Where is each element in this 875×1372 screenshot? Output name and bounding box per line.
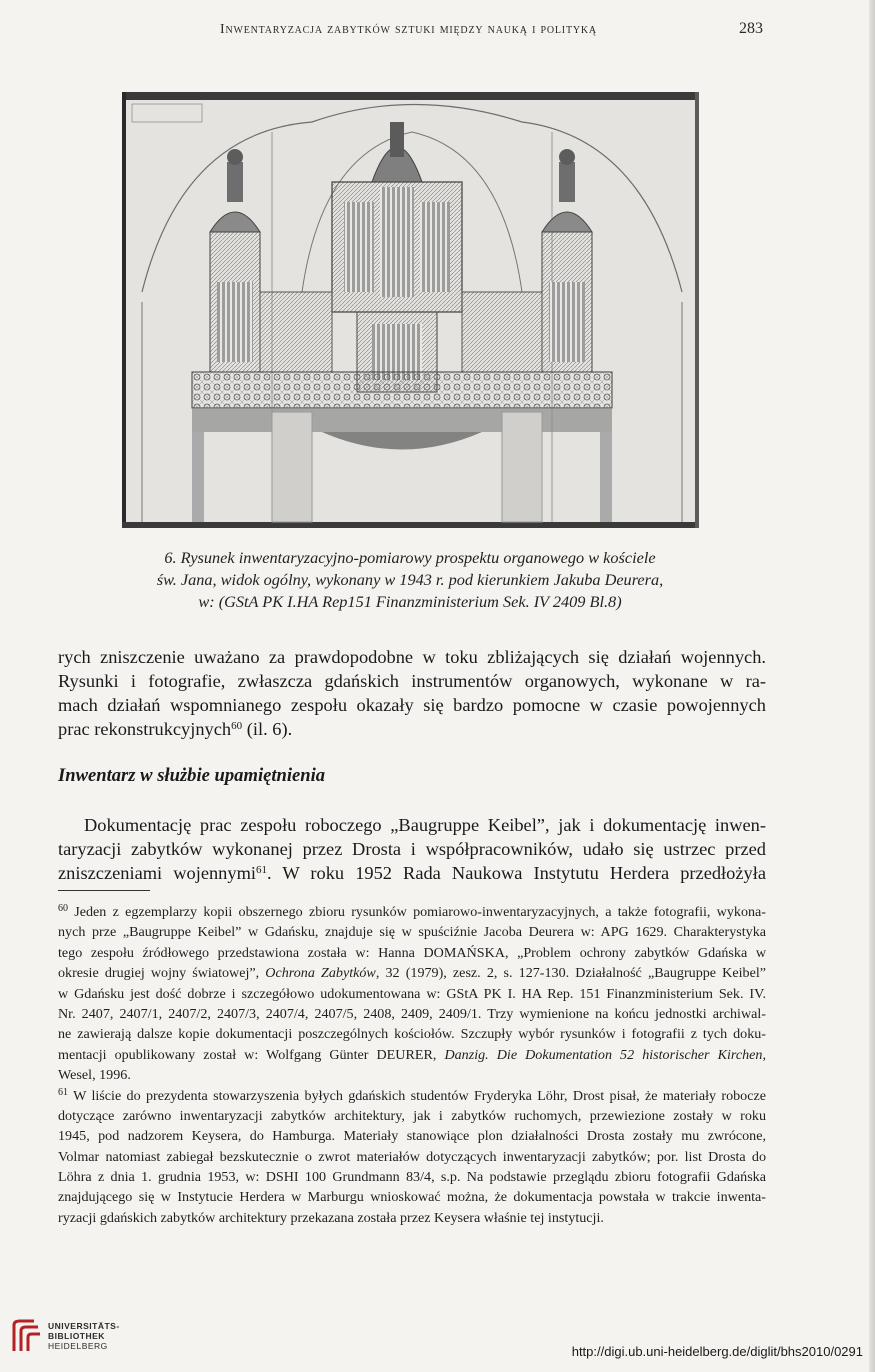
text-line: taryzacji zabytków wykonanej przez Drosta i współpracowników, udało się ustrzec przed	[58, 839, 766, 859]
text-line	[58, 717, 766, 741]
footnote-line: ne zawierają dalsze kopie dokumentacji poszczególnych kościołów. Szczupły wybór rysunków i fotografii z tych doku-	[58, 1026, 766, 1043]
page-number: 283	[739, 20, 763, 37]
text-fragment: okresie drugiej wojny światowej”,	[58, 965, 266, 982]
text-fragment: prac rekonstrukcyjnych	[58, 719, 232, 739]
organ-drawing	[122, 92, 699, 528]
page-edge	[869, 0, 875, 1372]
footnote-number: 61	[58, 1086, 68, 1098]
footnote-line	[58, 1086, 766, 1106]
caption-line: 6. Rysunek inwentaryzacyjno-pomiarowy prospektu organowego w kościele	[164, 548, 656, 567]
text-line: rych zniszczenie uważano za prawdopodobne w toku zbliżających się działań wojennych.	[58, 647, 766, 667]
footnote-line: Volmar natomiast zabiegał bezskutecznie o zwrot materiałów dotyczących inwentaryzacji zabytków; por. list Drosta do	[58, 1148, 766, 1165]
text-line: Dokumentację prac zespołu roboczego „Baugruppe Keibel”, jak i dokumentację inwen-	[84, 815, 766, 835]
running-head	[60, 20, 765, 42]
footnote-rule	[58, 890, 150, 891]
footnote-line: tego zespołu źródłowego przedstawiona została w: Hanna DOMAŃSKA, „Problem ochrony zabytków Gdańska w	[58, 944, 766, 961]
figure-caption	[110, 547, 710, 613]
footnote-ref-61[interactable]: 61	[255, 864, 267, 876]
paragraph-2	[58, 813, 766, 885]
library-line: HEIDELBERG	[48, 1341, 108, 1351]
organ-drawing-figure	[122, 92, 699, 528]
library-line: UNIVERSITÄTS-	[48, 1321, 120, 1331]
library-logo	[10, 1315, 140, 1359]
section-heading: Inwentarz w służbie upamiętnienia	[58, 765, 326, 786]
footnote-line	[58, 1045, 766, 1065]
library-logo-icon	[10, 1317, 42, 1355]
footnote-line	[58, 963, 766, 983]
footnote-ref-60[interactable]: 60	[231, 720, 243, 732]
footnote-line: Nr. 2407, 2407/1, 2407/2, 2407/3, 2407/4, 2407/5, 2408, 2409, 2409/1. Trzy wymienione na końcu jednostki archiwal-	[58, 1005, 766, 1022]
text-line	[58, 861, 766, 885]
library-line: BIBLIOTHEK	[48, 1331, 105, 1341]
text-fragment: mentacji opublikowany został w: Wolfgang Günter DEURER,	[58, 1046, 445, 1063]
library-name	[48, 1321, 120, 1351]
caption-line: w: (GStA PK I.HA Rep151 Finanzministerium Sek. IV 2409 Bl.8)	[198, 592, 622, 611]
text-fragment: , 32 (1979), zesz. 2, s. 127-130. Działalność „Baugruppe Keibel”	[375, 965, 766, 982]
footnote-line: nych prze „Baugruppe Keibel” w Gdańsku, znajduje się w spuściźnie Jacoba Deurera w: APG 1629. Charakterystyka	[58, 924, 766, 941]
text-fragment: . W roku 1952 Rada Naukowa Instytutu Herdera przedłożyła	[266, 863, 766, 883]
text-fragment: Jeden z egzemplarzy kopii obszernego zbioru rysunków pomiarowo-inwentaryzacyjnych, a także fotografii, wykona-	[68, 904, 766, 920]
journal-title: Ochrona Zabytków	[265, 965, 376, 982]
footnote-line: Wesel, 1996.	[58, 1067, 131, 1084]
running-title: Inwentaryzacja zabytków sztuki między nauką i polityką	[220, 22, 597, 37]
paragraph-1	[58, 645, 766, 741]
footnote-line: znajdującego się w Instytucie Herdera w Marburgu wnioskować można, że dokumentacja powstała w trakcie inwenta-	[58, 1189, 766, 1206]
footnote-number: 60	[58, 903, 68, 914]
footnote-line: ryzacji gdańskich zabytków architektury przekazana została przez Keysera właśnie tej instytucji.	[58, 1209, 604, 1226]
footnote-line: dotyczące zarówno inwentaryzacji zabytków architektury, jak i zabytków ruchomych, przewiezione zostały w roku	[58, 1107, 766, 1124]
text-fragment: zniszczeniami wojennymi	[58, 863, 256, 883]
book-title: Danzig. Die Dokumentation 52 historischer Kirchen,	[444, 1046, 766, 1063]
text-line: mach działań wspomnianego zespołu okazały się bardzo pomocne w czasie powojennych	[58, 695, 766, 715]
text-line: Rysunki i fotografie, zwłaszcza gdańskich instrumentów organowych, wykonane w ra-	[58, 671, 766, 691]
footnote-line: Löhra z dnia 1. grudnia 1953, w: DSHI 100 Grundmann 83/4, s.p. Na podstawie przeglądu zbioru fotografii Gdańska	[58, 1169, 766, 1186]
text-fragment: (il. 6).	[242, 719, 293, 739]
footnote-line: 1945, pod nadzorem Keysera, do Hamburga. Materiały stanowiące plon działalności Drosta zostały mu zwrócone,	[58, 1128, 766, 1145]
source-url[interactable]: http://digi.ub.uni-heidelberg.de/diglit/bhs2010/0291	[571, 1344, 863, 1359]
footnote-line: w Gdańsku jest dość dobrze i szczegółowo udokumentowana w: GStA PK I. HA Rep. 151 Finanzministerium Sek. IV.	[58, 985, 766, 1002]
footnotes	[58, 902, 766, 1228]
caption-line: św. Jana, widok ogólny, wykonany w 1943 r. pod kierunkiem Jakuba Deurera,	[156, 570, 664, 589]
footnote-line	[58, 902, 766, 922]
text-fragment: W liście do prezydenta stowarzyszenia byłych gdańskich studentów Fryderyka Löhr, Drost pisał, że materiały robocze	[68, 1087, 766, 1104]
